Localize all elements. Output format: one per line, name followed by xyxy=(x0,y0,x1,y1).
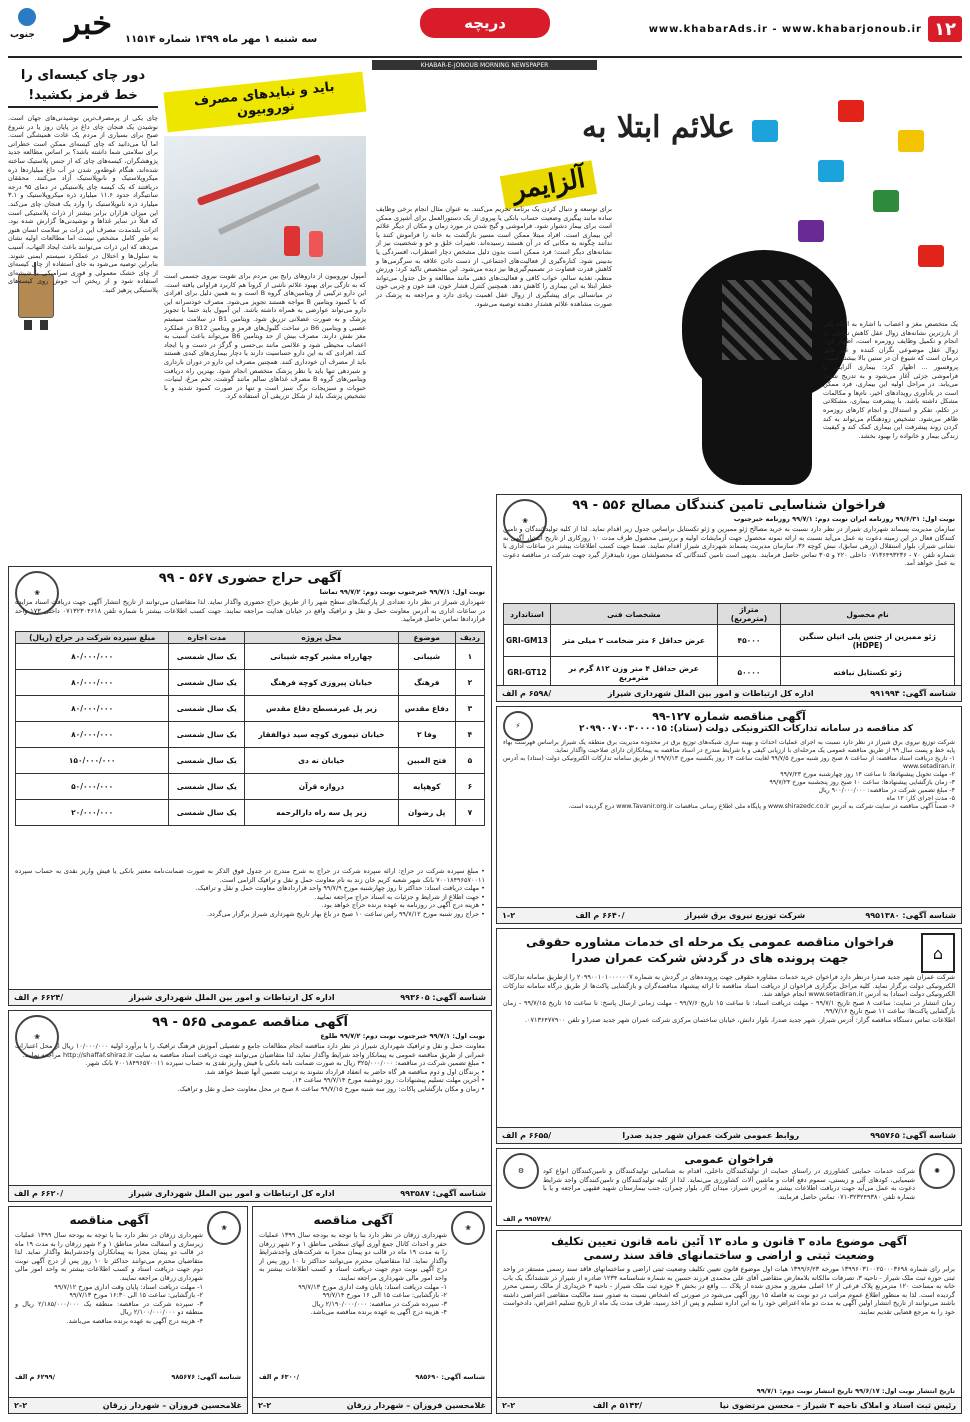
table-cell: شیبانی xyxy=(398,644,455,670)
shiraz-municipality-logo-icon: ❀ xyxy=(15,1015,59,1059)
neurobion-body xyxy=(164,272,366,401)
table-cell: دروازه قرآن xyxy=(245,774,398,800)
ad-ref: /۶۲۹۹ م الف xyxy=(15,1373,55,1381)
table-cell: یک سال شمسی xyxy=(169,800,245,826)
ad-page: ۲-۲ xyxy=(502,1401,516,1410)
ad-556-title: فراخوان شناسایی تامین کنندگان مصالح ۵۵۶ - ۹۹ xyxy=(572,498,886,513)
ad-zarghan-1 xyxy=(252,1206,492,1414)
table-cell: فتح المبین xyxy=(398,748,455,774)
alzheimer-article xyxy=(372,60,964,492)
ad-sadra-title-2: جهت پرونده های در گردش شرکت عمران صدرا xyxy=(571,951,849,965)
ad-127-footer xyxy=(497,907,961,923)
tea-text: چای یکی از پرمصرف‌ترین نوشیدنی‌های جهان است. نوشیدن یک فنجان چای داغ در پایان روز یا در شروع صبح برای بسیاری از مردم یک عادت همیشگی است. اما آیا می‌دانید که چای کیسه‌ای ممکن است خطراتی برای سلامتی شما داشته باشد؟ بر اساس مطالعه جدید پژوهشگران، کیسه‌های چای که از جنس پلاستیک ساخته شده‌اند، هنگام غوطه‌ور شدن در آب داغ میلیاردها ذره میکروپلاستیک و نانوپلاستیک آزاد می‌کنند. محققان دریافتند که یک کیسه چای پلاستیکی در دمای ۹۵ درجه سانتیگراد حدود ۱۱.۶ میلیارد ذره میکروپلاستیک و ۳.۱ میلیارد ذره نانوپلاستیک را وارد یک فنجان چای می‌کند. این میزان هزاران برابر بیشتر از ذرات پلاستیکی است که قبلاً در سایر غذاها و نوشیدنی‌ها گزارش شده بود. اثرات بلندمدت مصرف این ذرات بر سلامت انسان هنوز به طور کامل مشخص نیست اما مطالعات اولیه نشان می‌دهد که این ذرات می‌توانند باعث ایجاد التهاب، آسیب به سلول‌ها و اختلال در عملکرد سیستم ایمنی شوند. بنابراین توصیه می‌شود به جای استفاده از چای کیسه‌ای از چای خشک معمولی و قوری سرامیکی یا شیشه‌ای استفاده شود و از ریختن آب جوش روی کیسه‌های پلاستیکی پرهیز کنید. xyxy=(8,114,158,294)
ad-ref: /۶۶۲۰ م الف xyxy=(14,1189,64,1198)
syringe-image xyxy=(164,136,366,266)
table-cell: چهارراه مشیر کوچه شیبانی xyxy=(245,644,398,670)
puzzle-piece-icon xyxy=(798,220,824,242)
power-company-logo-icon: ⚡ xyxy=(503,711,533,741)
table-cell: عرض حداقل ۴ متر وزن ۸۱۲ گرم بر مترمربع xyxy=(550,657,717,689)
ad-zarghan-2-title: آگهی مناقصه xyxy=(69,1213,149,1227)
table-cell: ۷ xyxy=(455,800,484,826)
table-row xyxy=(16,722,485,748)
puzzle-piece-icon xyxy=(918,245,944,267)
globe-icon xyxy=(18,8,36,26)
ad-org: روابط عمومی شرکت عمران شهر جدید صدرا xyxy=(622,1131,800,1140)
ad-zarghan-1-footer xyxy=(253,1397,491,1413)
alzheimer-text-2: برای توسعه و دنبال کردن یک برنامه تحریم می‌کنند. به عنوان مثال انجام برخی وظایف ساده مانند پیگیری وضعیت حساب بانکی یا پیروی از یک دستورالعمل برای آشپزی ممکن است برای بیمار دشوار شود. فراموشی و گیج شدن در مورد زمان و مکان از دیگر علائم این بیماری است. افراد مبتلا ممکن است مسیر بازگشت به خانه را فراموش کنند یا ندانند چگونه به مکانی که در آن هستند رسیده‌اند. تغییرات خلق و خو و شخصیت نیز از نشانه‌های دیگر است؛ فرد ممکن است بدون دلیل مشخص دچار اضطراب، افسردگی یا بدبینی شود. کناره‌گیری از فعالیت‌های اجتماعی، از دست دادن علاقه به سرگرمی‌ها و کاهش قدرت قضاوت در تصمیم‌گیری‌ها نیز دیده می‌شود. این متخصص تاکید کرد: ورزش منظم، تغذیه سالم، خواب کافی و فعالیت‌های ذهنی مانند مطالعه و حل جدول می‌تواند خطر ابتلا به این بیماری را کاهش دهد. همچنین کنترل فشار خون، قند خون و چربی خون در میانسالی برای پیشگیری از زوال عقل اهمیت زیادی دارد و مراجعه به پزشک در صورت مشاهده علائم هشدار دهنده توصیه می‌شود. xyxy=(376,205,612,308)
ad-556-text: سازمان مدیریت پسماند شهرداری شیراز در نظر دارد نسبت به خرید مصالح ژئو ممبرین و ژئو تکستایل براساس جدول زیر اقدام نماید. لذا از کلیه تولیدکنندگان و تامین کنندگان فعال در این زمینه دعوت به عمل می‌آید نسبت به ارائه نمونه محصول جهت آزمایشات اولیه و بررسی محصول ظرف مدت ۱۰ روزکاری از تاریخ انتشار آگهی به نشانی شیراز، بلوار استقلال (زرهی سابق)، نبش کوچه ۳۶، سازمان مدیریت پسماند شهرداری شیراز اقدام نمایند. ضمنا جهت کسب اطلاعات بیشتر در ساعات اداری با شماره تلفن ۷۰ - ۰۷۱۳۶۴۹۳۲۳۶ داخلی ۲۲۰ و ۳۰۵ تماس حاصل فرمایند. بدیهی است تامین کنندگانی که محصولشان مورد تاییدقرار گیرد جهت شرکت در مناقصه دعوت به عمل خواهد آمد. xyxy=(503,525,956,568)
websites: www.khabarAds.ir - www.khabarjonoub.ir xyxy=(648,24,922,35)
ad-code: شناسه آگهی: ۹۸۵۶۹۰ xyxy=(415,1373,485,1381)
ad-jahad-title: فراخوان عمومی xyxy=(684,1153,774,1166)
col-header: متراژ (مترمربع) xyxy=(717,604,780,625)
ad-13-footer xyxy=(497,1397,961,1413)
ad-565-title: آگهی مناقصه عمومی ۵۶۵ - ۹۹ xyxy=(152,1015,348,1030)
ad-sign: غلامحسین فروزان – شهردار زرقان xyxy=(346,1401,486,1410)
logo-main: خبر xyxy=(64,4,112,42)
table-cell: فرهنگ xyxy=(398,670,455,696)
section-title: دریچه xyxy=(420,8,550,38)
tea-title: دور چای کیسه‌ای را خط قرمز بکشید! xyxy=(8,66,158,108)
table-cell: یک سال شمسی xyxy=(169,748,245,774)
ad-zarghan-2-footer xyxy=(9,1397,247,1413)
table-cell: زیر پل غیرمسطح دفاع مقدس xyxy=(245,696,398,722)
alzheimer-col-right xyxy=(823,320,958,440)
shiraz-municipality-logo-icon: ❀ xyxy=(503,499,547,543)
table-cell: GRI-GT12 xyxy=(504,657,551,689)
ad-567-text: شهرداری شیراز در نظر دارد تعدادی از پارکینگ‌های سطح شهر را از طریق حراج حضوری واگذار نماید. لذا متقاضیان می‌توانند از تاریخ انتشار آگهی جهت دریافت اسناد مزایده در ساعات اداری به آدرس معاونت حمل و نقل و ترافیک واقع در خیابان هدایت مراجعه نمایند. جهت کسب اطلاعات بیشتر با شماره تلفن ۰۷۱۳۲۳۰۴۶۱۸ داخلی ۱۷۳ واحد قراردادها تماس حاصل فرمایید. xyxy=(15,598,485,624)
table-cell: زیر پل سه راه دارالرحمه xyxy=(245,800,398,826)
alzheimer-text-1: یک متخصص مغز و اعصاب با اشاره به اینکه یکی از بارزترین نشانه‌های زوال عقل کاهش توانایی در انجام و تکمیل وظایف روزمره است، اظهار کرد: زوال عقل موضوعی نگران کننده و غیر قابل درمان است که شیوع آن در سنین بالا بیشتر است. پروفسور ... اظهار کرد: بیماری آلزایمر با فراموشی جزئی آغاز می‌شود و به تدریج شدت می‌یابد. در مراحل اولیه این بیماری، فرد ممکن است در یادآوری رویدادهای اخیر، نام‌ها و مکالمات مشکل داشته باشد. با پیشرفت بیماری، مشکلاتی در تکلم، تفکر و استدلال و انجام کارهای روزمره ظاهر می‌شود. تشخیص زودهنگام می‌تواند به کند کردن روند پیشرفت این بیماری کمک کند و کیفیت زندگی بیمار و خانواده را بهبود بخشد. xyxy=(823,320,958,440)
ad-565 xyxy=(8,1010,492,1202)
neurobion-article xyxy=(160,60,370,560)
jahad-logo-icon: ✺ xyxy=(919,1153,955,1189)
table-row xyxy=(16,774,485,800)
table-row xyxy=(16,696,485,722)
ad-page: ۲-۲ xyxy=(258,1401,272,1410)
ad-zarghan-1-title: آگهی مناقصه xyxy=(313,1213,393,1227)
table-cell: خیابان پیروزی کوچه فرهنگ xyxy=(245,670,398,696)
ad-567 xyxy=(8,566,492,1006)
ad-sign: غلامحسین فروزان – شهردار زرقان xyxy=(102,1401,242,1410)
col-header: ردیف xyxy=(455,632,484,644)
table-cell: ۵۰۰۰۰ xyxy=(717,657,780,689)
ad-ref: /۶۶۵۵ م الف xyxy=(502,1131,552,1140)
col-header: مبلغ سپرده شرکت در حراج (ریال) xyxy=(16,632,169,644)
table-cell: ۸۰/۰۰۰/۰۰۰ xyxy=(16,670,169,696)
sadra-logo-icon: ⌂ xyxy=(921,933,955,973)
col-header: محل پروژه xyxy=(245,632,398,644)
table-cell: ۲ xyxy=(455,670,484,696)
zarghan-logo-icon: ❀ xyxy=(451,1211,485,1245)
header-rule xyxy=(8,56,962,58)
ad-org: اداره کل ارتباطات و امور بین الملل شهرداری شیراز xyxy=(128,1189,335,1198)
table-cell: ۵۰/۰۰۰/۰۰۰ xyxy=(16,774,169,800)
col-header: استاندارد xyxy=(504,604,551,625)
zarghan-logo-icon: ❀ xyxy=(207,1211,241,1245)
table-row xyxy=(16,644,485,670)
table-row xyxy=(504,657,955,689)
table-cell: ۴۵۰۰۰ xyxy=(717,625,780,657)
table-cell: کوهپایه xyxy=(398,774,455,800)
table-row xyxy=(16,670,485,696)
ad-567-title: آگهی حراج حضوری ۵۶۷ - ۹۹ xyxy=(158,571,342,586)
issue-date: سه شنبه ۱ مهر ماه ۱۳۹۹ شماره ۱۱۵۱۴ xyxy=(125,34,318,45)
tea-article xyxy=(8,62,158,562)
ad-ref: /۶۵۹۸ م الف xyxy=(502,689,552,698)
ad-ref: /۹۹۵۷۴۸ م الف xyxy=(503,1215,551,1223)
table-cell: ۸۰/۰۰۰/۰۰۰ xyxy=(16,644,169,670)
table-cell: ۶ xyxy=(455,774,484,800)
table-cell: ژئو ممبرین از جنس پلی اتیلن سنگین (HDPE) xyxy=(781,625,955,657)
ad-code: شناسه آگهی: ۹۹۵۷۶۵ xyxy=(870,1131,956,1140)
ad-ref: /۵۱۴۳ م الف xyxy=(592,1401,643,1410)
ad-ref: /۶۶۲۴ م الف xyxy=(14,993,64,1002)
table-cell: ۲۰/۰۰۰/۰۰۰ xyxy=(16,800,169,826)
table-cell: ۱۵۰/۰۰۰/۰۰۰ xyxy=(16,748,169,774)
table-cell: دفاع مقدس xyxy=(398,696,455,722)
ad-ref: /۶۶۴۰ م الف xyxy=(575,911,625,920)
ad-13-dates: تاریخ انتشار نوبت اول: ۹۹/۶/۱۷ تاریخ انتشار نوبت دوم: ۹۹/۷/۱ xyxy=(756,1387,955,1395)
table-cell: یک سال شمسی xyxy=(169,696,245,722)
ad-sadra-text: شرکت عمران شهر جدید صدرا درنظر دارد فراخوان خرید خدمات مشاوره حقوقی جهت پرونده‌های در گردش به شماره ۲۰۹۹۰۰۱۰۱۰۰۰۰۰۰۷ را ازطریق سامانه تدارکات الکترونیکی دولت برگزار نماید. کلیه مراحل برگزاری فراخوان از دریافت اسناد مناقصه تا ارائه پیشنهاد مناقصه‌گران و بازگشایی پاکت‌ها از طریق درگاه سامانه تدارکات الکترونیکی دولت (ستاد) به آدرس www.setadiran.ir انجام خواهد شد. زمان انتشار در سایت: ساعت ۸ صبح تاریخ ۹۹/۷/۱ - مهلت دریافت اسناد: تا ساعت ۱۵ تاریخ ۹۹/۷/۶ - مهلت زمانی ارسال پاسخ: تا ساعت ۱۵ تاریخ ۹۹/۷/۱۵ - زمان بازگشایی پاکت‌ها: ساعت ۱۱ صبح تاریخ ۹۹/۷/۱۶. اطلاعات تماس دستگاه مناقصه گزار: آدرس شیراز، شهر جدید صدرا، بلوار دانش، خیابان ساختمان مرکزی شرکت عمران شهر جدید صدرا و تلفن ۰۷۱۳۶۴۷۷۹۰۰. xyxy=(503,973,955,1024)
ad-zarghan-1-text: شهرداری زرقان در نظر دارد بنا با توجه به بودجه سال ۱۳۹۹ عملیات حفر و احداث کانال جمع آوری آبهای سطحی مناطق ۱ و ۲ شهر زرقان را به مدت ۱۹ ماه در قالب دو پیمان مجزا به شرکت‌های واجدشرایط واگذار نماید. لذا متقاضیان محترم می‌توانند حداکثر تا ۱۰ روز پس از درج آگهی نوبت دوم جهت دریافت اسناد و کسب اطلاعات بیشتر به واحد امور مالی شهرداری مراجعه نمایند. ۱- مهلت دریافت اسناد: پایان وقت اداری مورخ ۹۹/۷/۱۳ ۲- بازگشایی: ساعت ۱۵ الی ۱۶ مورخ ۹۹/۷/۱۴ ۳- سپرده شرکت در مناقصه: ۲/۱۹۰/۰۰۰/۰۰۰ ریال ۴- هزینه درج آگهی به عهده برنده مناقصه می‌باشد. xyxy=(259,1231,448,1317)
table-cell: ۴ xyxy=(455,722,484,748)
ad-13-text: برابر رای شماره ۱۳۹۹۶۰۳۱۰۰۲۵۰۰۰۳۶۹۸ مورخه ۱۳۹۹/۶/۲۳ هیات اول موضوع قانون تعیین تکلیف وضعیت ثبتی اراضی و ساختمانهای فاقد سند رسمی مستقر در واحد ثبتی حوزه ثبت ملک شیراز - ناحیه ۳، تصرفات مالکانه بلامعارض متقاضی آقای علی محمدی فرزند حسین به شماره شناسنامه ۱۲۳۴ صادره از شیراز در ششدانگ یک باب خانه به مساحت ۱۲۰ مترمربع پلاک فرعی از ۱۲ اصلی مفروز و مجزی شده از پلاک ... واقع در بخش ۳ حوزه ثبت ملک شیراز - ناحیه ۳ خریداری از مالک رسمی محرز گردیده است. لذا به منظور اطلاع عموم مراتب در دو نوبت به فاصله ۱۵ روز آگهی می‌شود در صورتی که اشخاص نسبت به صدور سند مالکیت متقاضی اعتراضی داشته باشند می‌توانند از تاریخ انتشار اولین آگهی به مدت دو ماه اعتراض خود را به این اداره تسلیم و پس از اخذ رسید، ظرف مدت یک ماه از تاریخ تسلیم اعتراض، دادخواست خود را به مرجع قضایی تقدیم نمایند. xyxy=(503,1265,956,1316)
ad-565-text: معاونت حمل و نقل و ترافیک شهرداری شیراز در نظر دارد مناقصه انجام مطالعات جامع و تفصیلی آموزش فرهنگ ترافیک را با برآورد اولیه ۱۰/۰۰۰/۰۰۰ ریال از محل اعتبارات عمرانی از طریق مناقصه عمومی به پیمانکار واجد شرایط واگذار نماید. لذا متقاضیان می‌توانند جهت دریافت اسناد مناقصه به سایت http://shaffaf.shiraz.ir مراجعه نمایند. • مبلغ تضمین شرکت در مناقصه: ۳۲۵/۰۰۰/۰۰۰ ریال به صورت ضمانت نامه بانکی یا فیش واریز نقدی به حساب سپرده ۷۰۰۱۸۴۹۶۵۷۰۰۱۱ بانک شهر. • برندگان اول و دوم مناقصه هر گاه حاضر به انعقاد قرارداد نشوند به ترتیب تضمین آنها ضبط خواهد شد. • آخرین مهلت تسلیم پیشنهادات: روز دوشنبه مورخ ۹۹/۷/۱۴ ساعت ۱۴. • زمان و مکان بازگشایی پاکات: روز سه شنبه مورخ ۹۹/۷/۱۵ ساعت ۸ صبح در محل معاونت حمل و نقل و ترافیک. xyxy=(15,1042,486,1093)
ad-jahad xyxy=(496,1148,962,1226)
page-number: ۱۲ xyxy=(928,16,962,42)
ad-127-subtitle: کد مناقصه در سامانه تدارکات الکترونیکی دولت (ستاد): ۲۰۹۹۰۰۷۰۰۳۰۰۰۰۱۵ xyxy=(579,724,913,734)
puzzle-piece-icon xyxy=(873,190,899,212)
ad-code: شناسه آگهی: ۹۹۳۵۸۷ xyxy=(400,1189,486,1198)
ad-567-notes: • مبلغ سپرده شرکت در حراج: ارائه سپرده شرکت در حراج به شرح مندرج در جدول فوق الذکر به صورت ضمانت‌نامه معتبر بانکی یا فیش واریز نقدی به حساب سپرده ۷۰۰۱۸۴۹۶۵۷۰۰۱۱ بانک شهر شعبه کریم خان زند به نام معاونت حمل و نقل و ترافیک الزامی است. • مهلت دریافت اسناد: حداکثر تا روز چهارشنبه مورخ ۹۹/۷/۹ واحد قراردادهای معاونت حمل و نقل و ترافیک. • جهت اطلاع از شرایط و جزئیات به اسناد حراج مراجعه نمایید. • هزینه درج آگهی در روزنامه به عهده برنده حراج خواهد بود. • حراج روز شنبه مورخ ۹۹/۷/۱۲ راس ساعت ۱۰ صبح در باغ بهار تاریخ شهرداری شیراز برگزار می‌گردد. xyxy=(15,867,485,918)
table-row xyxy=(16,800,485,826)
table-cell: ۵ xyxy=(455,748,484,774)
ad-567-dates: نوبت اول: ۹۹/۷/۱ خبرجنوب نوبت دوم: ۹۹/۷/۲ تماشا xyxy=(319,588,485,596)
table-row xyxy=(16,748,485,774)
table-cell: GRI-GM13 xyxy=(504,625,551,657)
table-cell: ۳ xyxy=(455,696,484,722)
agri-logo-icon: ⚙ xyxy=(503,1153,539,1189)
ad-sadra-footer xyxy=(497,1127,961,1143)
ad-org: رئیس ثبت اسناد و املاک ناحیه ۳ شیراز – محسن مرتضوی نیا xyxy=(719,1401,956,1410)
alzheimer-title-word: آلزایمر xyxy=(500,160,598,210)
page-header xyxy=(0,0,970,58)
ad-sadra-title-1: فراخوان مناقصه عمومی یک مرحله ای خدمات مشاوره حقوقی xyxy=(525,935,895,949)
table-cell: ژئو تکستایل نبافته xyxy=(781,657,955,689)
ad-zarghan-2-text: شهرداری زرقان در نظر دارد بنا با توجه به بودجه سال ۱۳۹۹ عملیات زیرسازی و آسفالت معابر مناطق ۱ و ۲ شهر زرقان را به مدت ۱۹ ماه در قالب دو پیمان مجزا به پیمانکاران واجدشرایط واگذار نماید. لذا متقاضیان محترم می‌توانند حداکثر تا ۱۰ روز پس از درج آگهی نوبت دوم جهت دریافت اسناد و کسب اطلاعات بیشتر به واحد امور مالی شهرداری زرقان مراجعه نمایند. ۱- مهلت دریافت اسناد: پایان وقت اداری مورخ ۹۹/۷/۱۲ ۲- بازگشایی: ساعت ۱۵ الی ۱۶:۳۰ مورخ ۹۹/۷/۱۳ ۳- سپرده شرکت در مناقصه: منطقه یک ۲/۱۸۵/۰۰۰/۰۰۰ ریال و منطقه دو ۲/۱۰۰/۰۰۰/۰۰۰ ریال ۴- هزینه درج آگهی به عهده برنده مناقصه می‌باشد. xyxy=(15,1231,203,1325)
ad-556-footer xyxy=(497,685,961,701)
table-cell: ۱ xyxy=(455,644,484,670)
ad-567-table xyxy=(15,631,485,826)
banner-strip: KHABAR-E-JONOUB MORNING NEWSPAPER xyxy=(372,60,597,70)
puzzle-piece-icon xyxy=(752,120,778,142)
col-header: مشخصات فنی xyxy=(550,604,717,625)
ad-code: شناسه آگهی: ۹۸۵۶۷۶ xyxy=(171,1373,241,1381)
ad-org: شرکت توزیع نیروی برق شیراز xyxy=(684,911,806,920)
tea-body xyxy=(8,114,158,294)
newspaper-logo xyxy=(8,4,118,52)
table-cell: ۸۰/۰۰۰/۰۰۰ xyxy=(16,696,169,722)
table-cell: ۸۰/۰۰۰/۰۰۰ xyxy=(16,722,169,748)
ad-page: ۲-۲ xyxy=(14,1401,28,1410)
col-header: موضوع xyxy=(398,632,455,644)
ad-13-title-1: آگهی موضوع ماده ۳ قانون و ماده ۱۳ آئین نامه قانون تعیین تکلیف xyxy=(551,1235,907,1248)
table-cell: عرض حداقل ۶ متر ضخامت ۲ میلی متر xyxy=(550,625,717,657)
table-cell: یک سال شمسی xyxy=(169,670,245,696)
ad-jahad-text: شرکت خدمات حمایتی کشاورزی در راستای حمایت از تولیدکنندگان داخلی، اقدام به شناسایی تولیدکنندگان و تامین‌کنندگان انواع کود شیمیایی، کودهای آلی و زیستی، سموم دفع آفات و ماشین آلات کشاورزی می‌نماید. لذا از کلیه تولیدکنندگان و تامین‌کنندگان واجد شرایط دعوت به عمل می‌آید جهت دریافت اطلاعات بیشتر به آدرس شیراز، میدان گاز، بلوار چمران، جنب بیمارستان شهید فقیهی مراجعه و یا با شماره تلفن ۳۲۳۲۴۹۳۸۰-۰۷۱ تماس حاصل فرمایند. xyxy=(543,1167,915,1201)
alzheimer-col-left xyxy=(376,205,612,308)
table-cell: خیابان تیموری کوچه سید ذوالفقار xyxy=(245,722,398,748)
table-cell: وفا ۲ xyxy=(398,722,455,748)
ad-556-dates: نوبت اول: ۹۹/۶/۳۱ روزنامه ایران نوبت دوم: ۹۹/۷/۱ روزنامه خبرجنوب xyxy=(733,515,955,523)
puzzle-piece-icon xyxy=(898,130,924,152)
col-header: نام محصول xyxy=(781,604,955,625)
ad-sadra xyxy=(496,928,962,1144)
ad-code: شناسه آگهی: ۹۹۱۹۹۴ xyxy=(870,689,956,698)
logo-sub: جنوب xyxy=(10,30,35,40)
ad-127-text: شرکت توزیع نیروی برق شیراز در نظر دارد نسبت به اجرای عملیات احداث و بهینه سازی شبکه‌های توزیع برق در محدوده مدیریت برق منطقه یک شیراز براساس فهرست بهاء پایه خط و پست سال ۹۹ از طریق مناقصه عمومی یک مرحله‌ای با ارزیابی کیفی و با شرایط مندرج در اسناد مناقصه به پیمانکاران دارای صلاحیت واگذار نماید. ۱- تاریخ دریافت اسناد مناقصه: از ساعت ۸ صبح روز شنبه مورخ ۹۹/۷/۵ لغایت ساعت ۱۴ روز یکشنبه مورخ ۹۹/۷/۱۳ از طریق سامانه تدارکات الکترونیکی دولت (ستاد) به آدرس www.setadiran.ir ۲- مهلت تحویل پیشنهادها: تا ساعت ۱۴ روز چهارشنبه مورخ ۹۹/۷/۲۳ ۳- زمان بازگشایی پیشنهادها: ساعت ۱۰ صبح روز پنجشنبه مورخ ۹۹/۷/۲۴ ۴- مبلغ تضمین شرکت در مناقصه: ۹۰۰/۰۰۰/۰۰۰ ریال ۵- مدت اجرای کار: ۱۲ ماه ۶- ضمناً آگهی مناقصه در سایت شرکت به آدرس www.shirazedc.co.ir و پایگاه ملی اطلاع رسانی مناقصات www.Tavanir.org.ir درج گردیده است. xyxy=(503,739,955,810)
table-cell: یک سال شمسی xyxy=(169,722,245,748)
ad-page: ۱-۲ xyxy=(502,911,516,920)
ad-code: شناسه آگهی: ۹۹۵۱۳۸۰ xyxy=(865,911,956,920)
puzzle-piece-icon xyxy=(838,100,864,122)
ad-zarghan-2 xyxy=(8,1206,248,1414)
ad-567-footer xyxy=(9,989,491,1005)
ad-code: شناسه آگهی: ۹۹۳۶۰۵ xyxy=(400,993,486,1002)
shiraz-municipality-logo-icon: ❀ xyxy=(15,571,59,615)
ad-565-footer xyxy=(9,1185,491,1201)
neurobion-title: باید و نبایدهای مصرف نوروبیون xyxy=(163,72,366,133)
col-header: مدت اجاره xyxy=(169,632,245,644)
ad-org: اداره کل ارتباطات و امور بین الملل شهرداری شیراز xyxy=(607,689,814,698)
ad-article-13 xyxy=(496,1230,962,1414)
neurobion-text: آمپول نوروبیون از داروهای رایج بین مردم برای تقویت نیروی جسمی است که به تازگی برای بهبود علائم ناشی از کرونا هم کاربرد فراوانی یافته است. این دارو ترکیبی از ویتامین‌های گروه B است و به همین دلیل برای افرادی که با کمبود ویتامین B مواجه هستند تجویز می‌شود. مصرف خودسرانه این دارو می‌تواند عوارضی به همراه داشته باشد. این آمپول باید حتما با تجویز پزشک و به صورت عضلانی تزریق شود. ویتامین B1 در سلامت سیستم عصبی و ویتامین B6 در ساخت گلبول‌های قرمز و ویتامین B12 در عملکرد مغز نقش دارند. مصرف بیش از حد ویتامین B6 می‌تواند باعث آسیب به اعصاب محیطی شود و علائمی مانند بی‌حسی و گزگز در دست و پا ایجاد کند. افرادی که به این دارو حساسیت دارند یا دچار بیماری‌های کبدی هستند باید از مصرف آن خودداری کنند. همچنین مصرف این دارو در دوران بارداری و شیردهی تنها باید با نظر پزشک متخصص انجام شود. بهترین راه دریافت ویتامین‌های گروه B مصرف غذاهای سالم مانند گوشت، تخم مرغ، لبنیات، حبوبات و سبزیجات برگ سبز است و تنها در صورت کمبود شدید و با تشخیص پزشک باید از شکل تزریقی آن استفاده کرد. xyxy=(164,272,367,401)
ad-13-title-2: وضعیت ثبتی و اراضی و ساختمانهای فاقد سند رسمی xyxy=(583,1249,875,1262)
table-cell: پل رضوان xyxy=(398,800,455,826)
ad-127-title: آگهی مناقصه شماره ۱۲۷-۹۹ xyxy=(652,710,806,723)
table-row xyxy=(504,625,955,657)
ad-556 xyxy=(496,494,962,702)
table-cell: خیابان نه دی xyxy=(245,748,398,774)
table-cell: یک سال شمسی xyxy=(169,774,245,800)
ad-565-dates: نوبت اول: ۹۹/۷/۱ خبرجنوب نوبت دوم: ۹۹/۷/۲ طلوع xyxy=(320,1032,485,1040)
ad-org: اداره کل ارتباطات و امور بین الملل شهرداری شیراز xyxy=(128,993,335,1002)
ad-556-table xyxy=(503,603,955,689)
alzheimer-title: علائم ابتلا به xyxy=(582,110,736,145)
puzzle-piece-icon xyxy=(818,160,844,182)
ad-127 xyxy=(496,706,962,924)
ad-ref: /۶۳۰۰ م الف xyxy=(259,1373,299,1381)
table-cell: یک سال شمسی xyxy=(169,644,245,670)
